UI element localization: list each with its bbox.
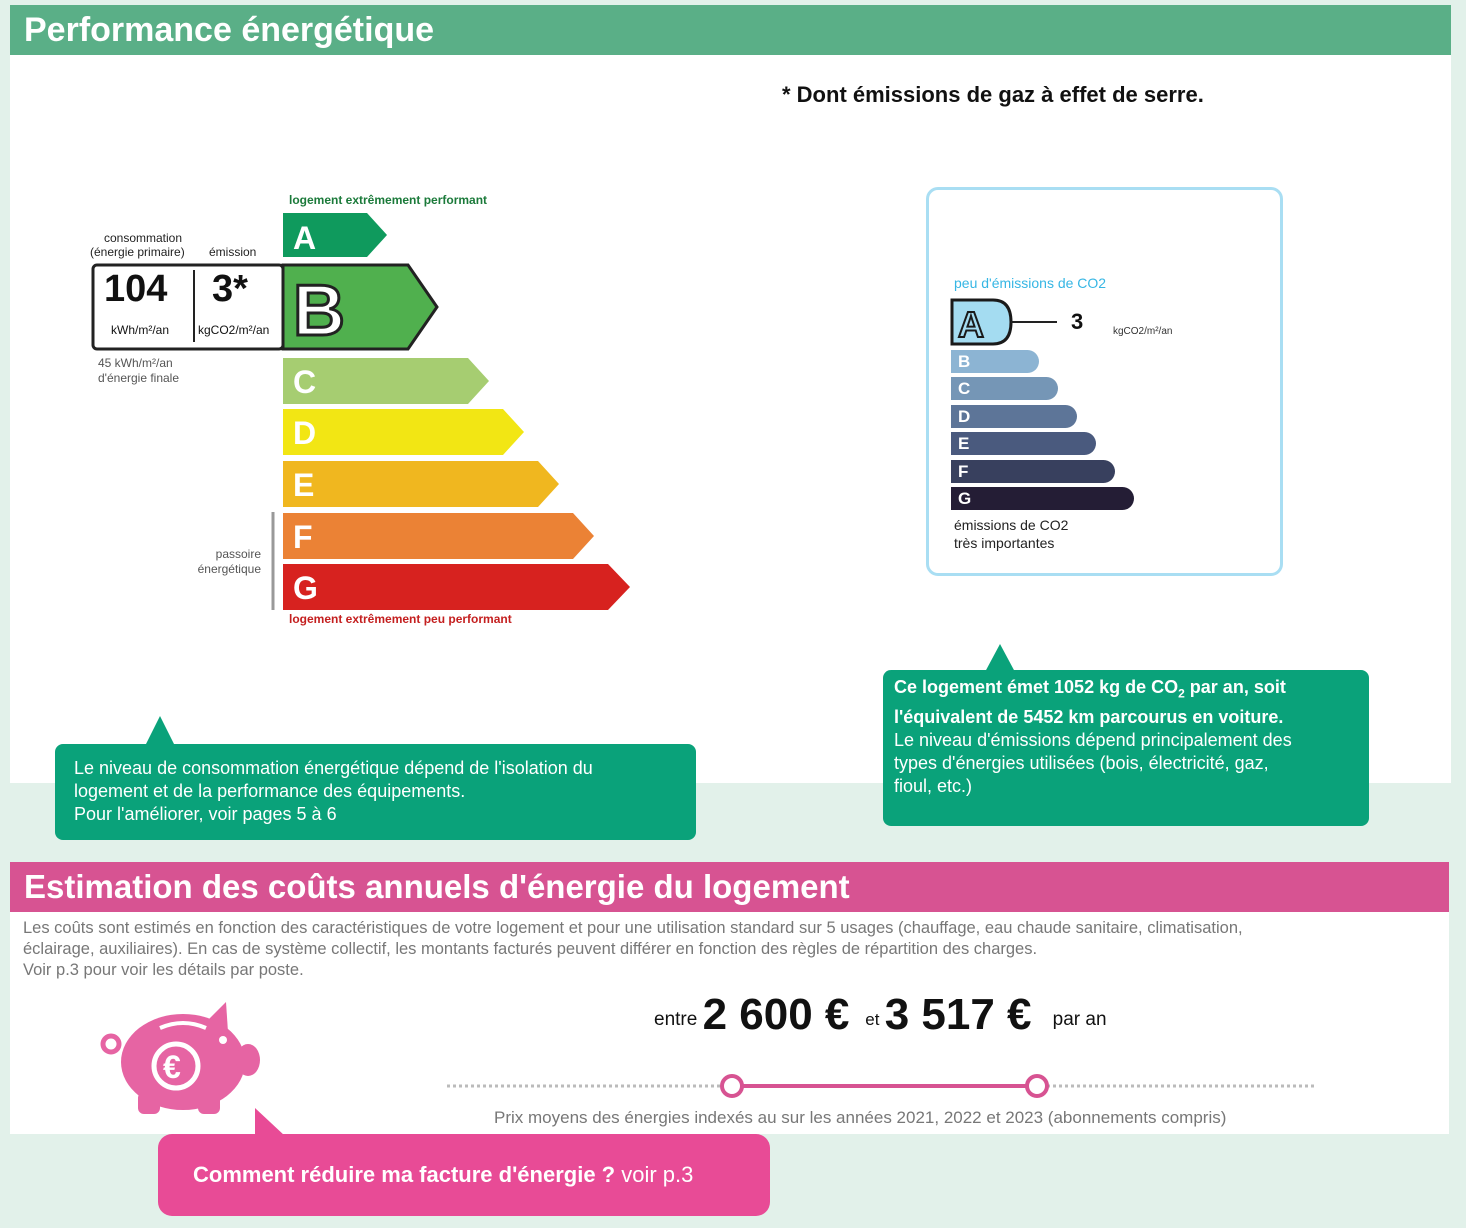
passoire-label-2: énergétique <box>197 562 261 576</box>
ges-bar-e: E <box>951 432 1096 455</box>
passoire-label: passoire <box>215 547 261 561</box>
bubble-pointer-reduce <box>255 1108 287 1136</box>
consumption-info-line-3: Pour l'améliorer, voir pages 5 à 6 <box>74 804 337 824</box>
range-max-marker <box>1027 1076 1047 1096</box>
emission-info-line-5: fioul, etc.) <box>894 775 973 796</box>
emission-info-line-3: Le niveau d'émissions dépend principalement des <box>894 729 1292 750</box>
cost-min: 2 600 € <box>702 990 850 1039</box>
cost-max: 3 517 € <box>884 990 1032 1039</box>
range-min-marker <box>722 1076 742 1096</box>
dpe-scale <box>90 210 635 612</box>
consumption-unit: kWh/m²/an <box>111 323 170 337</box>
emission-value: 3* <box>212 268 248 310</box>
costs-description <box>23 918 1433 981</box>
section-title-performance: Performance énergétique <box>10 5 1451 55</box>
range-per-year: par an <box>1052 1009 1107 1030</box>
dpe-bottom-label: logement extrêmement peu performant <box>289 612 512 626</box>
final-energy: 45 kWh/m²/an <box>98 356 173 370</box>
dpe-arrow-e <box>283 461 559 507</box>
range-between: entre <box>654 1009 698 1030</box>
ges-value: 3 <box>1071 309 1084 334</box>
consumption-info-line-1: Le niveau de consommation énergétique dépend de l'isolation du <box>74 758 593 778</box>
consumption-info-line-2: logement et de la performance des équipements. <box>74 781 466 801</box>
piggy-euro-symbol: € <box>163 1049 181 1085</box>
emission-info-line-4: types d'énergies utilisées (bois, électricité, gaz, <box>894 752 1269 773</box>
ges-bar-c: C <box>951 377 1058 400</box>
dpe-arrow-g <box>283 564 630 610</box>
emission-info-line-1: Ce logement émet 1052 kg de $CO_2$ par an, soit <box>894 677 1286 701</box>
bubble-pointer-consumption <box>145 716 175 746</box>
costs-desc-3: Voir p.3 pour voir les détails par poste. <box>23 961 304 979</box>
range-and: et <box>865 1010 880 1029</box>
emission-info-bubble <box>883 670 1369 826</box>
dpe-letter-d: D <box>293 415 317 451</box>
section-title-costs: Estimation des coûts annuels d'énergie du logement <box>10 862 1449 912</box>
ges-footnote: * Dont émissions de gaz à effet de serre. <box>782 82 1204 107</box>
ges-bar-b: B <box>951 350 1039 373</box>
cost-range <box>654 990 1107 1040</box>
ges-letter-a: A <box>958 304 984 345</box>
reduce-bill-page[interactable]: voir p.3 <box>621 1162 694 1187</box>
cost-range-bar <box>445 1072 1320 1102</box>
dpe-letter-a: A <box>293 220 317 256</box>
bubble-pointer-emission <box>985 644 1015 672</box>
reduce-bill-link[interactable] <box>158 1134 770 1216</box>
dpe-arrow-d <box>283 409 524 455</box>
ges-current <box>949 297 1089 347</box>
consumption-info-bubble <box>55 744 696 840</box>
prices-note: Prix moyens des énergies indexés au sur les années 2021, 2022 et 2023 (abonnements compris) <box>494 1108 1227 1127</box>
dpe-letter-c: C <box>293 364 317 400</box>
piggy-bank-icon <box>98 1000 260 1118</box>
consumption-value: 104 <box>104 268 168 310</box>
emission-label: émission <box>209 245 257 259</box>
dpe-letter-e: E <box>293 467 315 503</box>
ges-bar-d: D <box>951 405 1077 428</box>
ges-top-label: peu d'émissions de CO2 <box>954 275 1107 291</box>
ges-unit: kgCO2/m²/an <box>1113 326 1173 337</box>
reduce-bill-text: Comment réduire ma facture d'énergie ? <box>193 1162 616 1187</box>
emission-info-line-2: l'équivalent de 5452 km parcourus en voiture. <box>894 706 1284 727</box>
consumption-label-2: (énergie primaire) <box>90 245 185 259</box>
ges-bar-g: G <box>951 487 1134 510</box>
dpe-letter-b: B <box>293 271 345 351</box>
consumption-label: consommation <box>103 231 183 245</box>
emission-unit: kgCO2/m²/an <box>198 323 270 337</box>
ges-bottom-label-2: très importantes <box>954 535 1055 551</box>
final-energy-2: d'énergie finale <box>98 371 180 385</box>
costs-desc-1: Les coûts sont estimés en fonction des caractéristiques de votre logement et pour une utilisation standard sur 5 usages (chauffage, eau chaude sanitaire, climatisation, <box>23 919 1243 937</box>
dpe-letter-f: F <box>293 519 313 555</box>
costs-desc-2: éclairage, auxiliaires). En cas de système collectif, les montants facturés peuvent différer en fonction des règles de répartition des charges. <box>23 940 1038 958</box>
ges-bar-f: F <box>951 460 1115 483</box>
ges-bottom-label: émissions de CO2 <box>954 517 1069 533</box>
dpe-arrow-f <box>283 513 594 559</box>
dpe-letter-g: G <box>293 570 318 606</box>
dpe-top-label: logement extrêmement performant <box>289 193 488 207</box>
